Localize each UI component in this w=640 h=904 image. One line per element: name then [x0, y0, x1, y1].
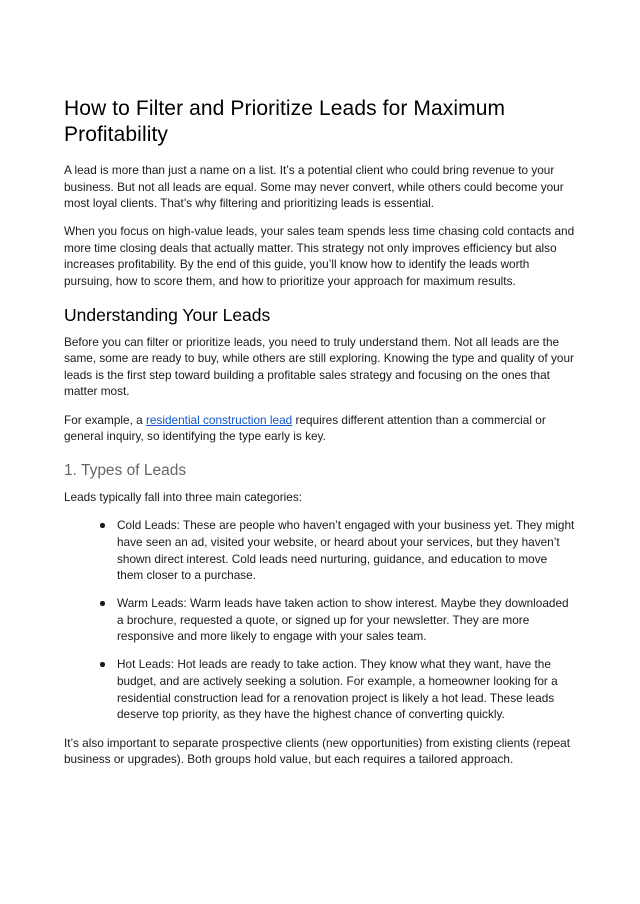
section-paragraph: Before you can filter or prioritize leads, you need to truly understand them. Not all leads are the same, some are ready to buy, while others are still exploring. Knowing the type and quality of your leads is the first step toward building a profitable sales strategy and focusing on the ones that matter most. — [64, 334, 574, 399]
list-item-hot-leads: Hot Leads: Hot leads are ready to take action. They know what they want, have the budget, and are actively seeking a solution. For example, a homeowner looking for a residential construction lead for a renovation project is likely a hot lead. These leads deserve top priority, as they have the highest chance of converting quickly. — [117, 656, 576, 722]
example-text-before: For example, a — [64, 412, 146, 427]
list-lead-in: Leads typically fall into three main categories: — [64, 489, 303, 504]
residential-construction-lead-link[interactable]: residential construction lead — [145, 412, 293, 427]
example-paragraph — [64, 412, 576, 445]
closing-paragraph: It’s also important to separate prospective clients (new opportunities) from existing clients (repeat business or upgrades). Both groups hold value, but each requires a tailored approach. — [64, 735, 570, 767]
lead-types-list — [64, 517, 576, 723]
intro-paragraph-2: When you focus on high-value leads, your sales team spends less time chasing cold contacts and more time closing deals that actually matter. This strategy not only improves efficiency but also increases profitability. By the end of this guide, you’ll know how to identify the leads worth pursuing, how to score them, and how to prioritize your approach for maximum results. — [64, 224, 575, 289]
list-item-cold-leads: Cold Leads: These are people who haven’t engaged with your business yet. They might have seen an ad, visited your website, or heard about your services, but they haven’t shown direct interest. Cold leads need nurturing, guidance, and education to move them closer to a purchase. — [117, 518, 575, 583]
example-text-after: requires different attention than a commercial or general inquiry, so identifying the type early is key. — [64, 412, 546, 444]
list-item-warm-leads: Warm Leads: Warm leads have taken action to show interest. Maybe they downloaded a brochure, requested a quote, or signed up for your newsletter. They are more responsive and more likely to engage with your sales team. — [117, 595, 576, 645]
page-title: How to Filter and Prioritize Leads for Maximum Profitability — [64, 97, 506, 146]
intro-paragraph-1: A lead is more than just a name on a list. It’s a potential client who could bring revenue to your business. But not all leads are equal. Some may never convert, while others could become your most loyal clients. That’s why filtering and prioritizing leads is essential. — [64, 163, 564, 211]
section-heading-understanding-your-leads: Understanding Your Leads — [64, 304, 271, 325]
subsection-heading-types-of-leads: 1. Types of Leads — [64, 461, 187, 479]
